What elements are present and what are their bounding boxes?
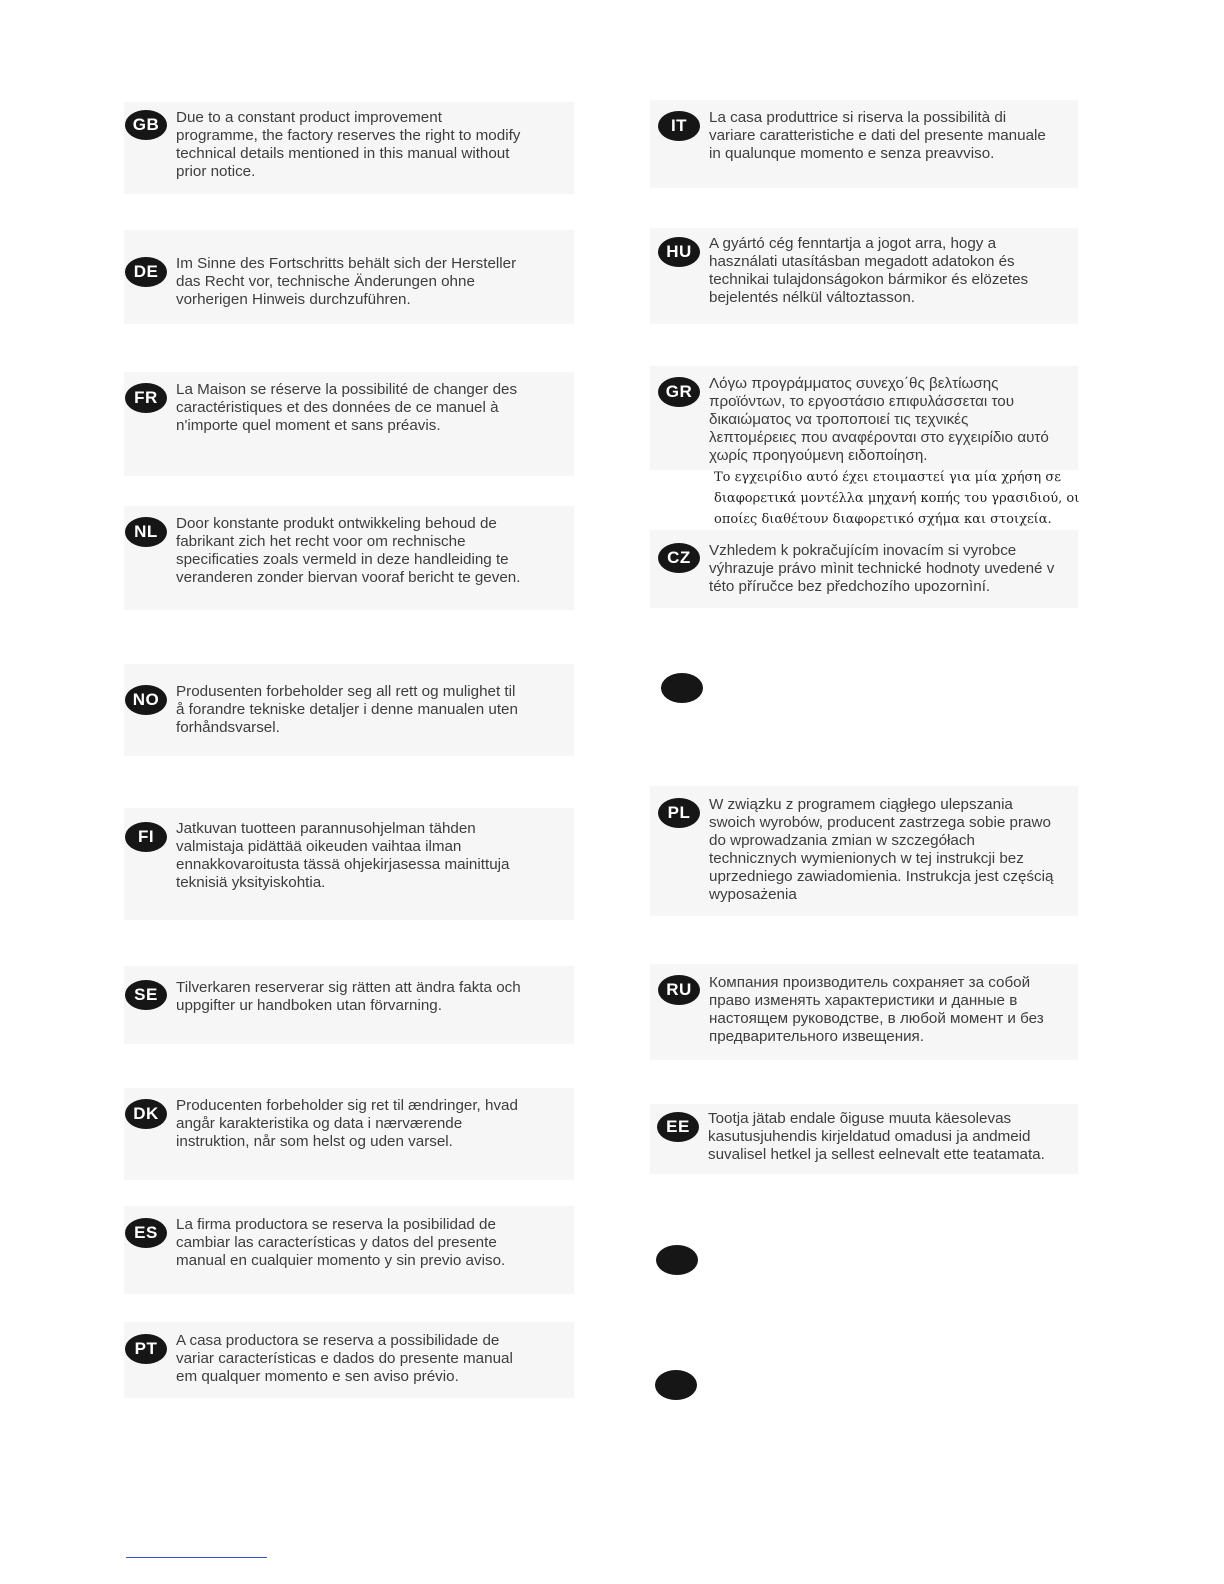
notice-text-gr-extra: Το εγχειρίδιο αυτό έχει ετοιμαστεί για μία χρήση σε διαφορετικά μοντέλλα μηχανή κοπής του γρασιδιού, οι οποίες διαθέτουν διαφορετικό σχήμα και στοιχεία. [714, 470, 1080, 527]
language-badge-blank-1 [661, 673, 703, 703]
language-badge-fi: FI [125, 822, 167, 852]
notice-text-ru: Компания производитель сохраняет за собой право изменять характеристики и данные в настоящем руководстве, в любой момент и без предварительного извещения. [709, 974, 1044, 1045]
language-badge-cz: CZ [658, 543, 700, 573]
notice-text-gb: Due to a constant product improvement programme, the factory reserves the right to modify technical details mentioned in this manual without prior notice. [176, 109, 521, 180]
language-badge-gr: GR [658, 377, 700, 407]
language-badge-de: DE [125, 257, 167, 287]
language-badge-it: IT [658, 111, 700, 141]
notice-text-cz: Vzhledem k pokračujícím inovacím si vyrobce výhrazuje právo mìnit technické hodnoty uvedené v této příručce bez předchozího upozornìní. [709, 542, 1055, 595]
language-badge-ru: RU [658, 975, 700, 1005]
notice-text-se: Tilverkaren reserverar sig rätten att ändra fakta och uppgifter ur handboken utan förvarning. [176, 979, 521, 1014]
notice-text-no: Produsenten forbeholder seg all rett og mulighet til å forandre tekniske detaljer i denne manualen uten forhåndsvarsel. [176, 683, 518, 736]
notice-text-es: La firma productora se reserva la posibilidad de cambiar las características y datos del presente manual en cualquier momento y sin previo aviso. [176, 1216, 506, 1269]
language-badge-es: ES [125, 1218, 167, 1248]
notice-text-it: La casa produttrice si riserva la possibilità di variare caratteristiche e dati del presente manuale in qualunque momento e senza preavviso. [709, 109, 1046, 162]
notice-text-hu: A gyártó cég fenntartja a jogot arra, hogy a használati utasításban megadott adatokon és technikai tulajdonságokon bármikor és elözetes bejelentés nélkül változtasson. [709, 235, 1029, 306]
language-badge-nl: NL [125, 517, 167, 547]
notice-text-de: Im Sinne des Fortschritts behält sich der Hersteller das Recht vor, technische Änderungen ohne vorherigen Hinweis durchzuführen. [176, 255, 517, 308]
footer-divider [126, 1557, 267, 1558]
language-badge-blank-2 [656, 1245, 698, 1275]
language-badge-pt: PT [125, 1334, 167, 1364]
notice-text-gr: Λόγω προγράμματος συνεχο΄θς βελτίωσης προϊόντων, το εργοστάσιο επιφυλάσσεται του δικαιώματος να τροποποιεί τις τεχνικές λεπτομέρειες που αναφέρονται στο εγχειρίδιο αυτό χωρίς προηγούμενη ειδοποίηση. [709, 375, 1049, 464]
language-badge-pl: PL [658, 798, 700, 828]
language-badge-ee: EE [657, 1112, 699, 1142]
language-badge-hu: HU [658, 237, 700, 267]
notice-text-pl: W związku z programem ciągłego ulepszania swoich wyrobów, producent zastrzega sobie prawo do wprowadzania zmian w szczegółach technicznych wymienionych w tej instrukcji bez uprzedniego zawiadomienia. Instrukcja jest częścią wyposażenia [709, 796, 1054, 903]
notice-text-fr: La Maison se réserve la possibilité de changer des caractéristiques et des données de ce manuel à n'importe quel moment et sans préavis. [176, 381, 518, 434]
notice-text-ee: Tootja jätab endale õiguse muuta käesolevas kasutusjuhendis kirjeldatud omadusi ja andmeid suvalisel hetkel ja sellest eelnevalt ette teatamata. [708, 1110, 1045, 1163]
notice-text-nl: Door konstante produkt ontwikkeling behoud de fabrikant zich het recht voor om rechnische specificaties zoals vermeld in deze handleiding te veranderen zonder biervan vooraf bericht te geven. [176, 515, 521, 586]
language-badge-no: NO [125, 685, 167, 715]
language-badge-gb: GB [125, 110, 167, 140]
language-badge-se: SE [125, 980, 167, 1010]
notice-text-dk: Producenten forbeholder sig ret til ændringer, hvad angår karakteristika og data i nærværende instruktion, når som helst og uden varsel. [176, 1097, 518, 1150]
notice-text-fi: Jatkuvan tuotteen parannusohjelman tähden valmistaja pidättää oikeuden vaihtaa ilman ennakkovaroitusta tässä ohjekirjasessa mainittuja teknisiä yksityiskohtia. [176, 820, 510, 891]
language-badge-fr: FR [125, 383, 167, 413]
language-badge-dk: DK [125, 1099, 167, 1129]
language-badge-blank-3 [655, 1370, 697, 1400]
notice-text-pt: A casa productora se reserva a possibilidade de variar características e dados do presente manual em qualquer momento e sen aviso prévio. [176, 1332, 513, 1385]
